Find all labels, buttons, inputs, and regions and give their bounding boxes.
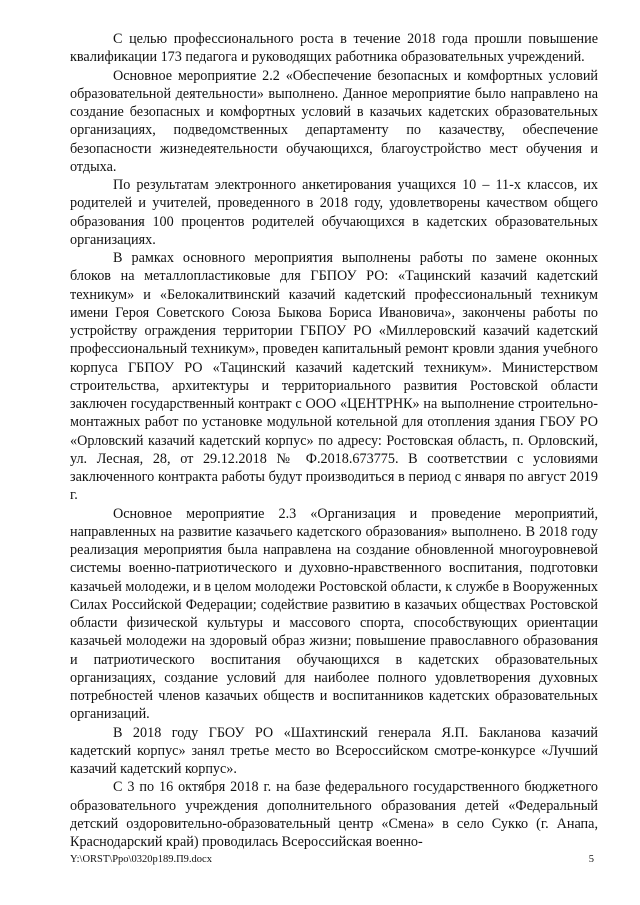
paragraph-smena-event: С 3 по 16 октября 2018 г. на базе федерального государственного бюджетного образовательного учреждения дополнительного образования детей «Федеральный детский оздоровительно-образовательный центр «Смена» в село Сукко (г. Анапа, Краснодарский край) проводилась Всероссийская военно- [70,779,598,850]
page-number: 5 [588,854,594,865]
paragraph-contest-result: В 2018 году ГБОУ РО «Шахтинский генерала Я.П. Бакланова казачий кадетский корпус» занял третье место во Всероссийском смотре-конкурсе «Лучший казачий кадетский корпус». [70,724,598,777]
paragraph-repair-works: В рамках основного мероприятия выполнены работы по замене оконных блоков на металлопластиковые для ГБПОУ РО: «Тацинский казачий кадетский техникум» и «Белокалитвинский казачий кадетский профессиональный техникум имени Героя Советского Союза Быкова Бориса Ивановича», закончены работы по устройству ограждения территории ГБПОУ РО «Миллеровский казачий кадетский профессиональный техникум», проведен капитальный ремонт кровли здания учебного корпуса ГБПОУ РО «Тацинский казачий кадетский техникум». Министерством строительства, архитектуры и территориального развития Ростовской области заключен государственный контракт с ООО «ЦЕНТРНК» на выполнение строительно-монтажных работ по установке модульной котельной для отопления здания ГБОУ РО «Орловский казачий кадетский корпус» по адресу: Ростовская область, п. Орловский, ул. Лесная, 28, от 29.12.2018 № Ф.2018.673775. В соответствии с условиями заключенного контракта работы будут производиться в период с января по август 2019 г. [70,250,598,504]
paragraph-measure-2-3: Основное мероприятие 2.3 «Организация и проведение мероприятий, направленных на развитие казачьего кадетского образования» выполнено. В 2018 году реализация мероприятия была направлена на создание обновленной многоуровневой системы военно-патриотического и духовно-нравственного воспитания, подготовки казачьей молодежи, и в целом молодежи Ростовской области, к службе в Вооруженных Силах Российской Федерации; содействие развитию в казачьих обществах Ростовской области физической культуры и массового спорта, способствующих ориентации казачьей молодежи на здоровый образ жизни; повышение православного образования и патриотического воспитания обучающихся в кадетских образовательных организациях, создание условий для наиболее полного удовлетворения духовных потребностей членов казачьих обществ и воспитанников кадетских образовательных организаций. [70,505,598,723]
paragraph-measure-2-2: Основное мероприятие 2.2 «Обеспечение безопасных и комфортных условий образовательной деятельности» выполнено. Данное мероприятие было направлено на создание безопасных и комфортных условий в казачьих кадетских образовательных организациях, подведомственных департаменту по казачеству, обеспечение безопасности жизнедеятельности обучающихся, благоустройство мест обучения и отдыха. [70,67,598,175]
page-footer [70,853,598,867]
document-body [70,30,598,851]
paragraph-professional-growth: С целью профессионального роста в течение 2018 года прошли повышение квалификации 173 педагога и руководящих работника образовательных учреждений. [70,31,598,66]
paragraph-survey-results: По результатам электронного анкетирования учащихся 10 – 11-х классов, их родителей и учителей, проведенного в 2018 году, удовлетворены качеством общего образования 100 процентов родителей обучающихся в кадетских образовательных организациях. [70,177,598,248]
file-path: Y:\ORST\Ppo\0320p189.П9.docx [70,854,212,865]
